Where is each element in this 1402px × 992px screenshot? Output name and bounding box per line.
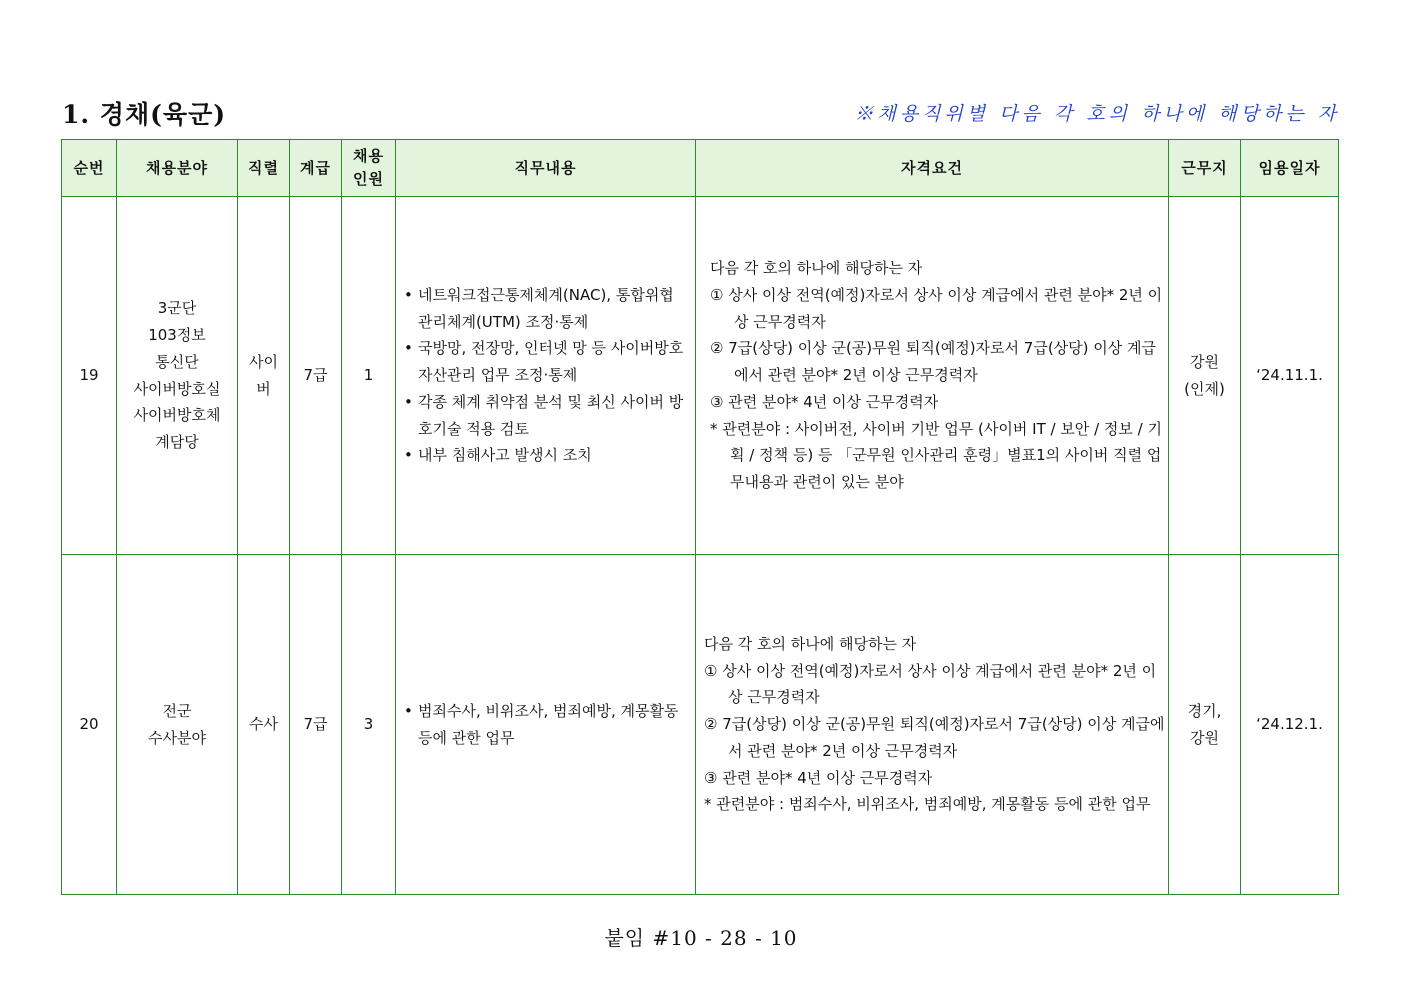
duty-item: • 각종 체계 취약점 분석 및 최신 사이버 방호기술 적용 검토 <box>404 389 685 442</box>
duty-item: • 범죄수사, 비위조사, 범죄예방, 계몽활동 등에 관한 업무 <box>404 698 685 751</box>
table-row <box>62 555 1339 895</box>
header-field: 채용분야 <box>117 140 238 197</box>
qualification-item: ② 7급(상당) 이상 군(공)무원 퇴직(예정)자로서 7급(상당) 이상 계급에서 관련 분야* 2년 이상 근무경력자 <box>710 339 1156 385</box>
row-location: 강원 (인제) <box>1169 197 1241 555</box>
qualification-intro: 다음 각 호의 하나에 해당하는 자 <box>710 259 923 278</box>
qualification-footnote: * 관련분야 : 사이버전, 사이버 기반 업무 (사이버 IT / 보안 / 정보 / 기획 / 정책 등) 등 「군무원 인사관리 훈령」별표1의 사이버 직렬 업무내용과 관련이 있는 분야 <box>710 419 1162 491</box>
qualification-item: ③ 관련 분야* 4년 이상 근무경력자 <box>704 768 933 787</box>
header-row <box>62 140 1339 197</box>
header-series: 직렬 <box>238 140 290 197</box>
row-count: 1 <box>342 197 396 555</box>
qualification-item: ① 상사 이상 전역(예정)자로서 상사 이상 계급에서 관련 분야* 2년 이상 근무경력자 <box>704 661 1157 707</box>
table-row <box>62 197 1339 555</box>
duty-item: • 네트워크접근통제체계(NAC), 통합위협관리체계(UTM) 조정‧통제 <box>404 282 685 335</box>
row-qualification <box>696 197 1169 555</box>
row-no: 19 <box>62 197 117 555</box>
header-grade: 계급 <box>290 140 342 197</box>
header-no: 순번 <box>62 140 117 197</box>
qualification-item: ② 7급(상당) 이상 군(공)무원 퇴직(예정)자로서 7급(상당) 이상 계급에서 관련 분야* 2년 이상 근무경력자 <box>704 715 1165 760</box>
qualification-item: ① 상사 이상 전역(예정)자로서 상사 이상 계급에서 관련 분야* 2년 이상 근무경력자 <box>710 286 1163 331</box>
row-qualification <box>696 555 1169 895</box>
qualification-item: ③ 관련 분야* 4년 이상 근무경력자 <box>710 392 939 411</box>
eligibility-note: ※채용직위별 다음 각 호의 하나에 해당하는 자 <box>854 103 1340 125</box>
header-appointment: 임용일자 <box>1241 140 1339 197</box>
row-grade: 7급 <box>290 555 342 895</box>
row-field: 전군 수사분야 <box>117 555 238 895</box>
row-grade: 7급 <box>290 197 342 555</box>
header-qualification: 자격요건 <box>696 140 1169 197</box>
row-appointment: ‘24.11.1. <box>1241 197 1339 555</box>
header-location: 근무지 <box>1169 140 1241 197</box>
row-appointment: ‘24.12.1. <box>1241 555 1339 895</box>
header-duty: 직무내용 <box>396 140 696 197</box>
duty-item: • 내부 침해사고 발생시 조치 <box>404 442 685 469</box>
qualification-footnote: * 관련분야 : 범죄수사, 비위조사, 범죄예방, 계몽활동 등에 관한 업무 <box>704 795 1151 814</box>
row-count: 3 <box>342 555 396 895</box>
qualification-intro: 다음 각 호의 하나에 해당하는 자 <box>704 635 917 654</box>
row-series: 사이 버 <box>238 197 290 555</box>
row-location: 경기, 강원 <box>1169 555 1241 895</box>
recruitment-table <box>61 139 1339 895</box>
section-title: 1. 경채(육군) <box>62 100 227 129</box>
row-duty <box>396 555 696 895</box>
duty-item: • 국방망, 전장망, 인터넷 망 등 사이버방호 자산관리 업무 조정‧통제 <box>404 335 685 388</box>
row-no: 20 <box>62 555 117 895</box>
row-field: 3군단 103정보 통신단 사이버방호실 사이버방호체 계담당 <box>117 197 238 555</box>
page-number: 붙임 #10 - 28 - 10 <box>604 926 798 950</box>
row-duty <box>396 197 696 555</box>
row-series: 수사 <box>238 555 290 895</box>
header-count: 채용 인원 <box>342 140 396 197</box>
